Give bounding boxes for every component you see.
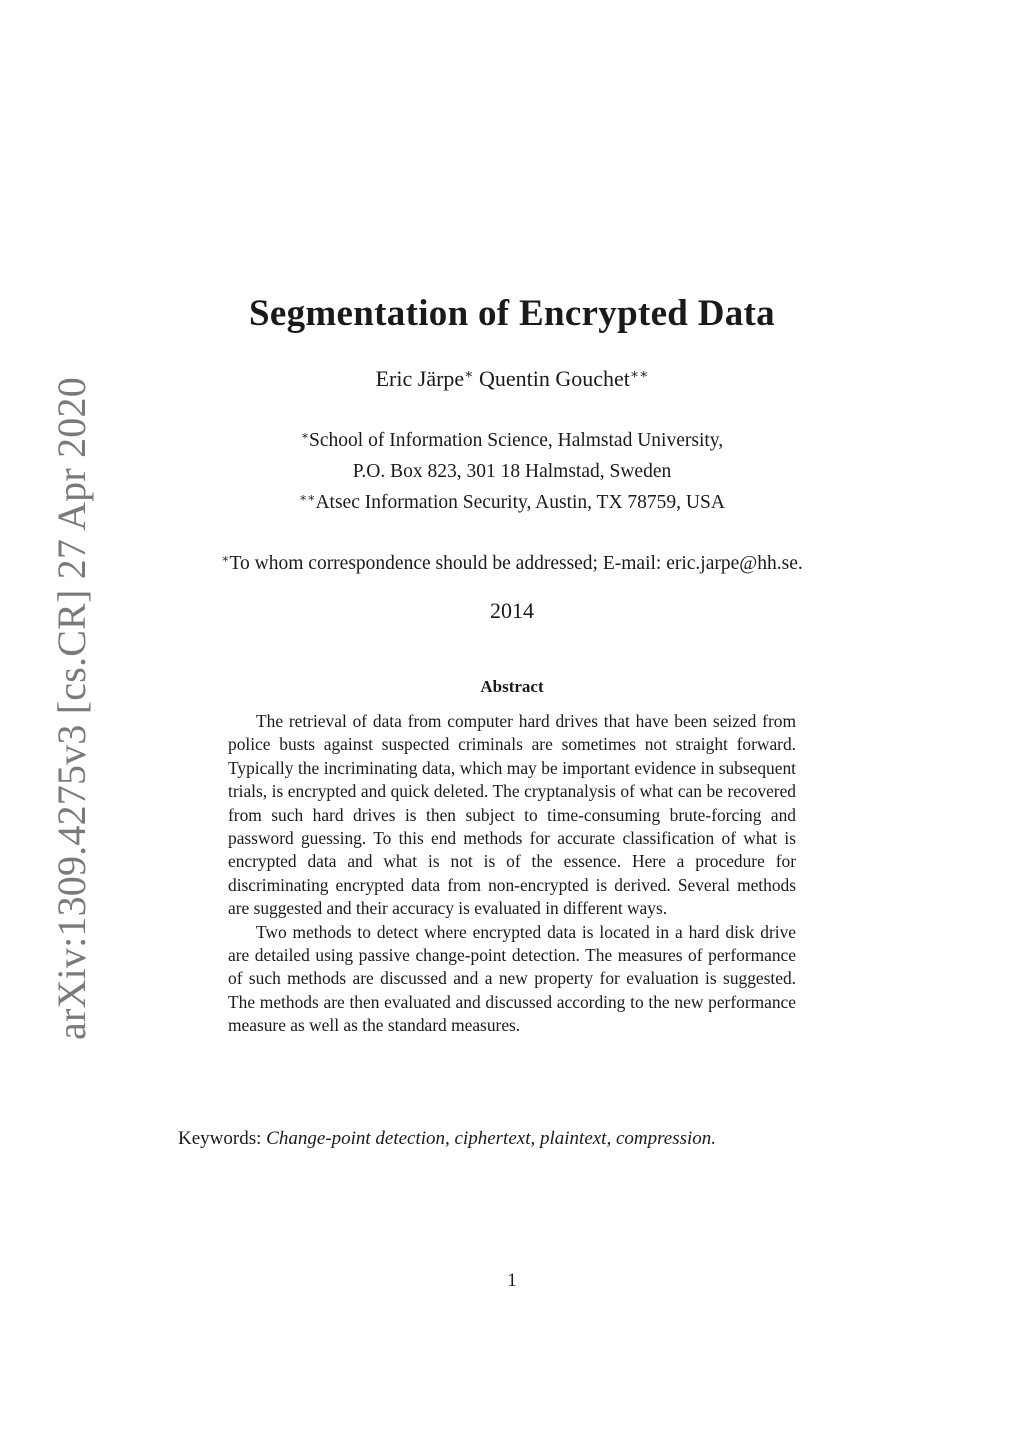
- abstract-paragraph: The retrieval of data from computer hard drives that have been seized from police busts against suspected criminals are sometimes not straight forward. Typically the incriminating data, which may be important evidence in subsequent trials, is encrypted and quick deleted. The cryptanalysis of what can be recovered from such hard drives is then subject to time-consuming brute-forcing and password guessing. To this end methods for accurate classification of what is encrypted data and what is not is of the essence. Here a procedure for discriminating encrypted data from non-encrypted is derived. Several methods are suggested and their accuracy is evaluated in different ways.: [228, 711, 796, 919]
- abstract-body: [228, 710, 796, 1038]
- author-name: Eric Järpe: [375, 366, 465, 391]
- arxiv-identifier: arXiv:1309.4275v3 [cs.CR] 27 Apr 2020: [49, 377, 94, 1040]
- affiliation-mark: ∗: [300, 428, 310, 443]
- keywords-line: [178, 1128, 898, 1150]
- author-name: Quentin Gouchet: [478, 366, 630, 391]
- page-number: 1: [507, 1270, 517, 1291]
- author-footnote-mark: ∗∗: [629, 366, 649, 382]
- affiliation-mark: ∗∗: [299, 490, 316, 505]
- publication-year: 2014: [490, 598, 534, 623]
- paper-title: Segmentation of Encrypted Data: [249, 293, 775, 334]
- abstract-paragraph: Two methods to detect where encrypted data is located in a hard disk drive are detailed using passive change-point detection. The measures of performance of such methods are discussed and a new property for evaluation is suggested. The methods are then evaluated and discussed according to the new performance measure as well as the standard measures.: [228, 921, 796, 1036]
- correspondence-mark: ∗: [221, 551, 230, 566]
- author-footnote-mark: ∗: [464, 366, 474, 382]
- affiliation-line: P.O. Box 823, 301 18 Halmstad, Sweden: [352, 461, 672, 482]
- author-list: [0, 366, 1024, 392]
- abstract-heading: Abstract: [480, 677, 544, 696]
- keywords-label: Keywords:: [178, 1128, 262, 1149]
- affiliation-line: ∗∗Atsec Information Security, Austin, TX 78759, USA: [299, 490, 725, 513]
- affiliation-line: ∗School of Information Science, Halmstad University,: [300, 428, 724, 451]
- keywords-terms: Change-point detection, ciphertext, plaintext, compression.: [266, 1128, 717, 1149]
- correspondence-note: ∗To whom correspondence should be addressed; E-mail: eric.jarpe@hh.se.: [221, 551, 803, 574]
